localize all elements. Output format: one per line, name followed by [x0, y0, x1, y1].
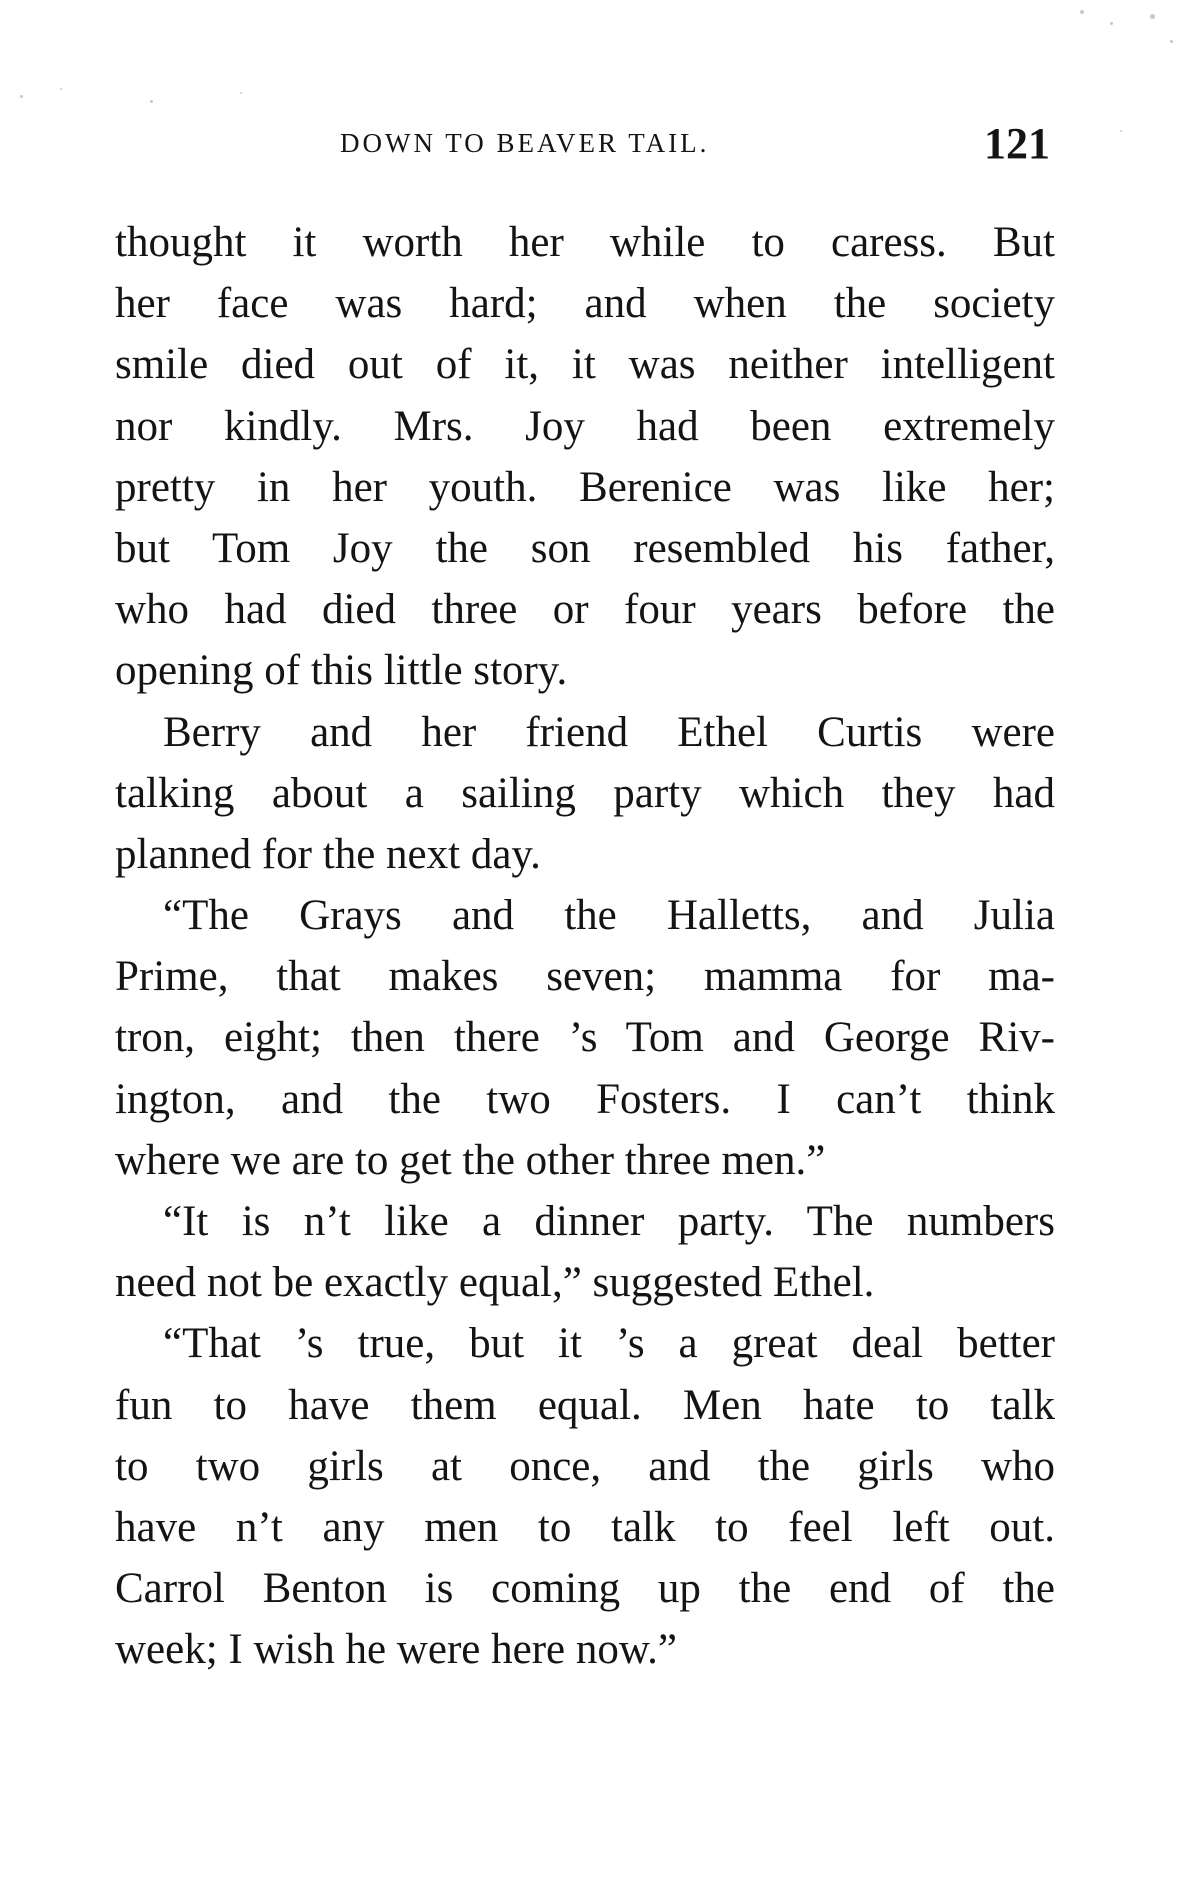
text-line: where we are to get the other three men.”: [115, 1136, 826, 1184]
print-speckle: [60, 88, 62, 90]
print-speckle: [150, 100, 153, 103]
text-line: smile died out of it, it was neither intelligent: [115, 341, 1055, 389]
text-line: opening of this little story.: [115, 647, 568, 695]
page-number: 121: [984, 119, 1050, 168]
text-line: “That ’s true, but it ’s a great deal better: [163, 1320, 1055, 1368]
text-line: “The Grays and the Halletts, and Julia: [163, 892, 1055, 940]
text-line: tron, eight; then there ’s Tom and George Riv-: [115, 1014, 1055, 1062]
running-title: DOWN TO BEAVER TAIL.: [340, 128, 710, 158]
text-line: “It is n’t like a dinner party. The numbers: [163, 1198, 1055, 1245]
text-line: pretty in her youth. Berenice was like her;: [115, 463, 1055, 511]
text-line: but Tom Joy the son resembled his father,: [115, 524, 1055, 572]
print-speckle: [1150, 14, 1155, 19]
print-speckle: [1170, 40, 1173, 43]
text-line: ington, and the two Fosters. I can’t think: [115, 1075, 1055, 1123]
text-line: her face was hard; and when the society: [115, 280, 1055, 328]
text-line: Berry and her friend Ethel Curtis were: [163, 708, 1055, 756]
print-speckle: [20, 95, 23, 98]
print-speckle: [1110, 22, 1113, 25]
print-speckle: [240, 92, 242, 94]
text-line: thought it worth her while to caress. But: [115, 219, 1055, 266]
print-speckle: [1080, 10, 1084, 14]
text-line: who had died three or four years before the: [115, 586, 1055, 634]
text-line: Prime, that makes seven; mamma for ma-: [115, 953, 1055, 1001]
text-line: nor kindly. Mrs. Joy had been extremely: [115, 402, 1055, 450]
text-line: talking about a sailing party which they had: [115, 769, 1055, 817]
print-speckle: [1120, 130, 1122, 132]
body-text: [115, 212, 1055, 1681]
running-header: [340, 119, 1060, 168]
text-line: to two girls at once, and the girls who: [115, 1442, 1055, 1490]
text-line: Carrol Benton is coming up the end of the: [115, 1565, 1055, 1613]
text-line: week; I wish he were here now.”: [115, 1626, 677, 1674]
text-line: need not be exactly equal,” suggested Ethel.: [115, 1259, 875, 1307]
text-line: have n’t any men to talk to feel left out.: [115, 1503, 1055, 1551]
text-line: planned for the next day.: [115, 830, 541, 878]
text-line: fun to have them equal. Men hate to talk: [115, 1381, 1055, 1429]
